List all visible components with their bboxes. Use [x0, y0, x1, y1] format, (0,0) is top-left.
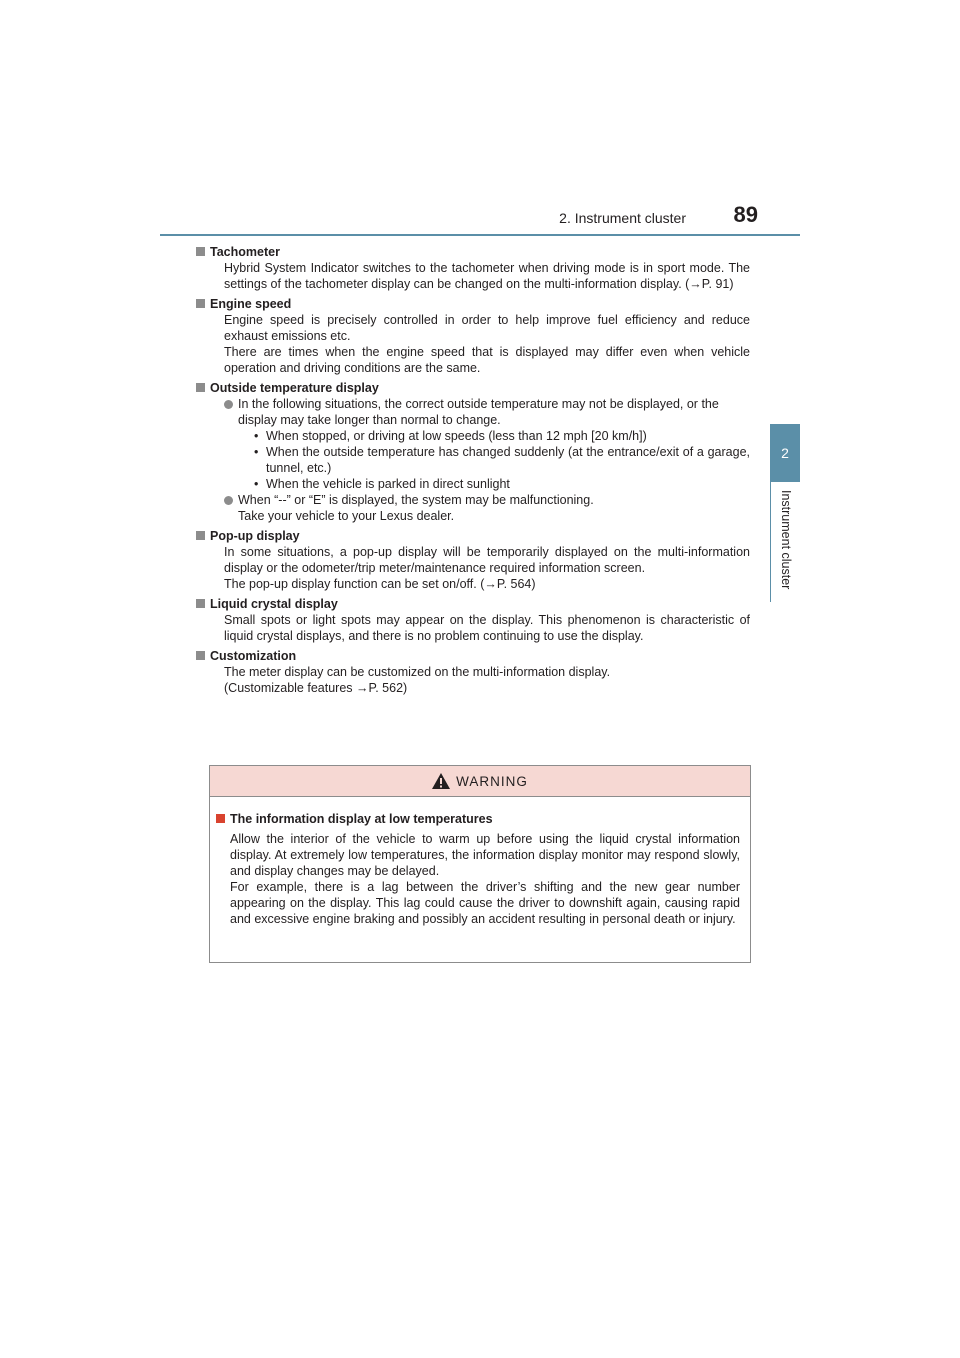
page-number: 89	[733, 202, 758, 227]
section-tachometer	[210, 244, 750, 292]
header-rule	[160, 234, 800, 236]
warning-text: Allow the interior of the vehicle to warm up before using the liquid crystal information display. At extremely low temperatures, the information display monitor may respond slowly, and display changes may be delayed.	[230, 832, 740, 878]
section-customization	[210, 648, 750, 696]
square-bullet-icon	[196, 599, 205, 608]
section-body: There are times when the engine speed that is displayed may differ even when vehicle operation and driving conditions are the same.	[224, 345, 750, 375]
circle-bullet-icon	[224, 400, 233, 409]
list-item: When “--” or “E” is displayed, the system may be malfunctioning. Take your vehicle to your Lexus dealer.	[224, 492, 750, 524]
sub-list	[252, 428, 750, 492]
warning-body	[210, 797, 750, 927]
section-body: Small spots or light spots may appear on the display. This phenomenon is characteristic of liquid crystal displays, and there is no problem continuing to use the display.	[224, 613, 750, 643]
warning-header	[210, 766, 750, 797]
list-item: • When the vehicle is parked in direct sunlight	[254, 477, 510, 491]
circle-bullet-icon	[224, 496, 233, 505]
section-outside-temperature	[210, 380, 750, 524]
list-item: In the following situations, the correct outside temperature may not be displayed, or the display may take longer than normal to change.	[224, 396, 750, 428]
section-popup-display	[210, 528, 750, 592]
section-liquid-crystal	[210, 596, 750, 644]
section-title: Pop-up display	[210, 529, 300, 543]
section-title: Outside temperature display	[210, 381, 379, 395]
section-title: Engine speed	[210, 297, 292, 311]
warning-heading: WARNING	[456, 773, 528, 789]
square-bullet-icon	[216, 814, 225, 823]
square-bullet-icon	[196, 651, 205, 660]
section-body: (Customizable features →P. 562)	[224, 681, 408, 695]
warning-triangle-icon	[432, 773, 450, 789]
section-body: Engine speed is precisely controlled in order to help improve fuel efficiency and reduce exhaust emissions etc.	[224, 313, 750, 343]
warning-title: The information display at low temperatures	[230, 812, 493, 826]
section-body: The pop-up display function can be set on/off. (→P. 564)	[224, 577, 536, 591]
section-title: Tachometer	[210, 245, 280, 259]
chapter-tab[interactable]	[770, 424, 800, 482]
chapter-tab-number: 2	[781, 445, 789, 461]
warning-box	[209, 765, 751, 963]
square-bullet-icon	[196, 247, 205, 256]
square-bullet-icon	[196, 531, 205, 540]
warning-text: For example, there is a lag between the driver’s shifting and the new gear number appearing on the display. This lag could cause the driver to downshift again, causing rapid and excessive engine braking and possibly an accident resulting in personal death or injury.	[230, 880, 740, 926]
main-content	[210, 244, 750, 700]
section-body: Hybrid System Indicator switches to the tachometer when driving mode is in sport mode. The settings of the tachometer display can be changed on the multi-information display. (→P. 91)	[224, 261, 750, 291]
section-title: Liquid crystal display	[210, 597, 338, 611]
list-item: • When the outside temperature has changed suddenly (at the entrance/exit of a garage, tunnel, etc.)	[254, 445, 750, 475]
section-body: The meter display can be customized on the multi-information display.	[224, 665, 611, 679]
page-header	[160, 200, 800, 236]
section-body: In some situations, a pop-up display will be temporarily displayed on the multi-information display or the odometer/trip meter/maintenance required information screen.	[224, 545, 750, 575]
square-bullet-icon	[196, 299, 205, 308]
chapter-title: 2. Instrument cluster	[559, 210, 686, 226]
square-bullet-icon	[196, 383, 205, 392]
chapter-tab-label: Instrument cluster	[779, 490, 793, 590]
section-engine-speed	[210, 296, 750, 376]
list-item: • When stopped, or driving at low speeds (less than 12 mph [20 km/h])	[254, 429, 647, 443]
section-title: Customization	[210, 649, 297, 663]
